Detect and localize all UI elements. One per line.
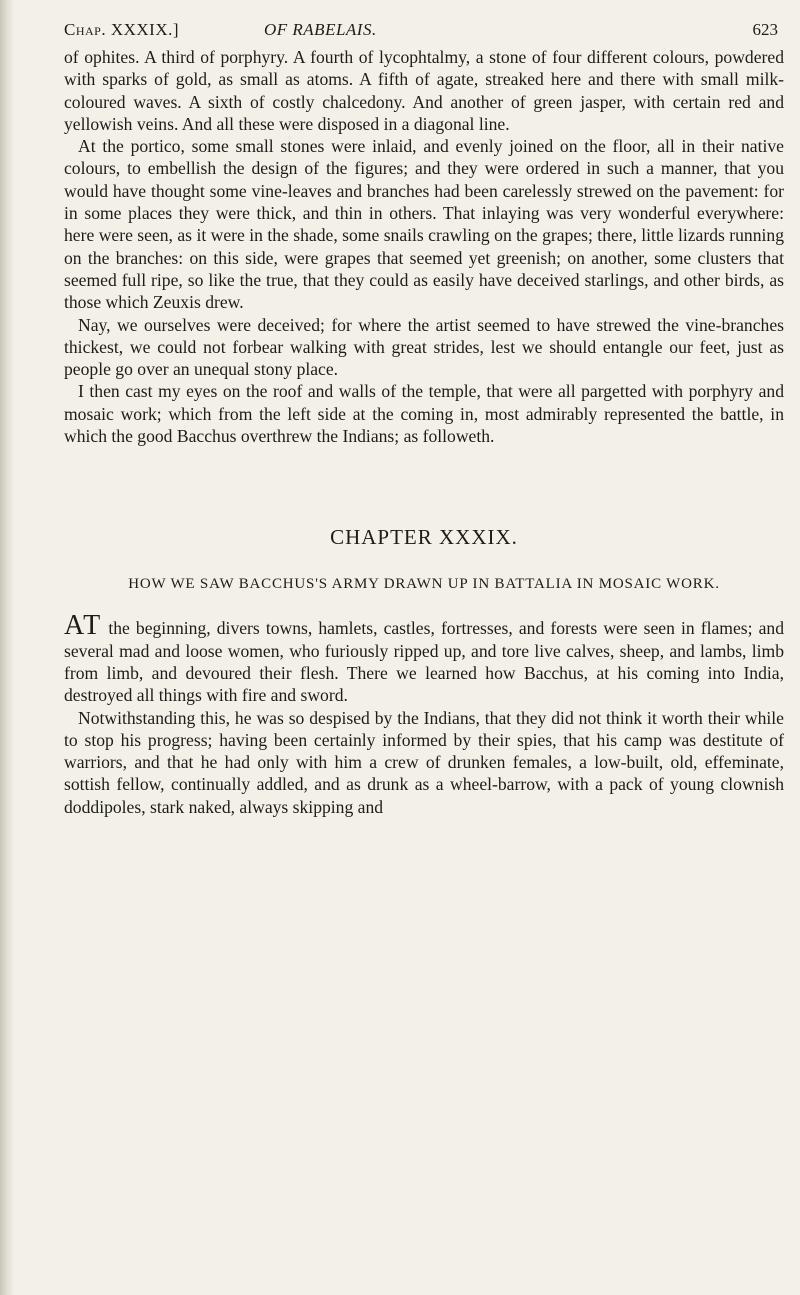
drop-cap: AT [64,610,103,642]
chapter-body [64,610,784,818]
chapter-heading: CHAPTER XXXIX. [330,525,518,550]
chapter-subtitle: HOW WE SAW BACCHUS'S ARMY DRAWN UP IN BATTALIA IN MOSAIC WORK. [128,576,720,593]
paragraph-notwithstanding: Notwithstanding this, he was so despised by the Indians, that they did not think it worth their while to stop his progress; having been certainly informed by their spies, that his camp was destitute of warriors, and that he had only with him a crew of drunken females, a low-built, old, effeminate, sottish fellow, continually addled, and as drunk as a wheel-barrow, with a pack of young clownish doddipoles, stark naked, always skipping and [64,707,784,817]
chapter-opening-paragraph [64,610,784,706]
book-page [64,16,784,818]
running-head-title: OF RABELAIS. [264,20,377,39]
running-head-chapter: Chap. XXXIX.] [64,20,180,39]
running-head [64,16,784,46]
opening-text: the beginning, divers towns, hamlets, castles, fortresses, and forests were seen in flames; and several mad and loose women, who furiously ripped up, and tore live calves, sheep, and lambs, limb from limb, and devoured their flesh. There we learned how Bacchus, at his coming into India, destroyed all things with fire and sword. [64,618,784,706]
page-gutter-shadow [0,0,14,1295]
paragraph-deceived: Nay, we ourselves were deceived; for where the artist seemed to have strewed the vine-branches thickest, we could not forbear walking with great strides, lest we should entangle our feet, just as people go over an unequal stony place. [64,314,784,380]
paragraph-portico: At the portico, some small stones were inlaid, and evenly joined on the floor, all in their native colours, to embellish the design of the figures; and they were ordered in such a manner, that you would have thought some vine-leaves and branches had been carelessly strewed on the pavement: for in some places they were thick, and thin in others. That inlaying was very wonderful everywhere: here were seen, as it were in the shade, some snails crawling on the grapes; there, little lizards running on the branches: on this side, were grapes that seemed yet greenish; on another, some clusters that seemed full ripe, so like the true, that they could as easily have deceived starlings, and other birds, as those which Zeuxis drew. [64,136,784,313]
page-number: 623 [752,20,778,39]
body-text [64,46,784,447]
paragraph-roof: I then cast my eyes on the roof and walls of the temple, that were all pargetted with porphyry and mosaic work; which from the left side at the coming in, most admirably represented the battle, in which the good Bacchus overthrew the Indians; as followeth. [64,381,784,447]
paragraph-continued: of ophites. A third of porphyry. A fourth of lycophtalmy, a stone of four different colours, powdered with sparks of gold, as small as atoms. A fifth of agate, streaked here and there with small milk-coloured waves. A sixth of costly chalcedony. And another of green jasper, with certain red and yellowish veins. And all these were disposed in a diagonal line. [64,47,784,134]
